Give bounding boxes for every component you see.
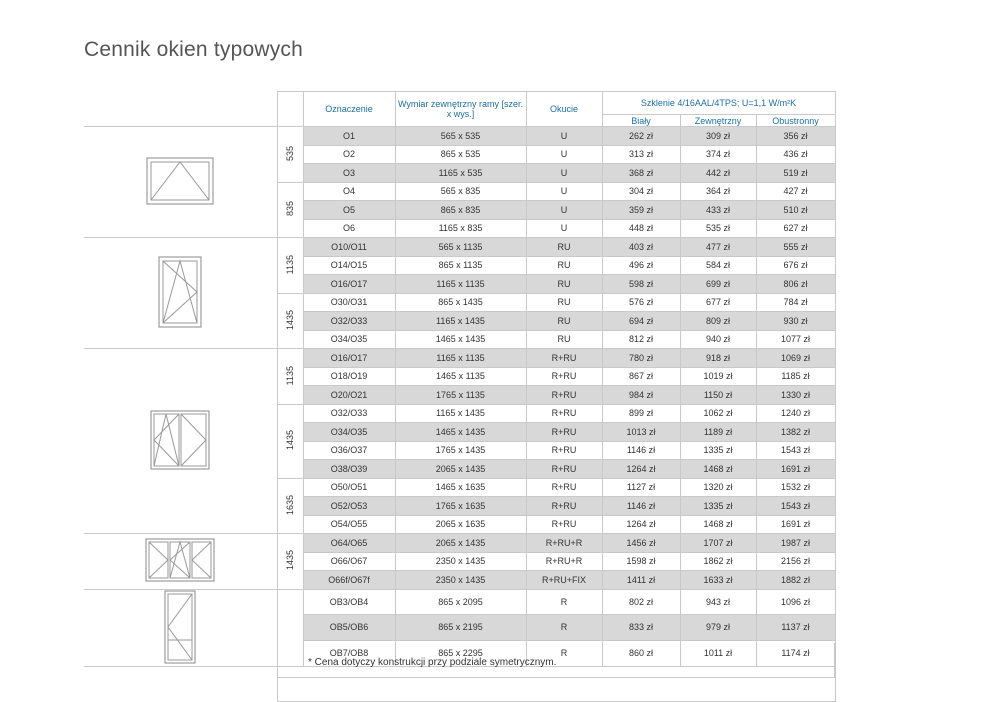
cell-obustronny: 519 zł [756,164,835,183]
cell-bialy: 403 zł [602,238,680,257]
height-group-label [277,293,303,349]
cell-zewnetrzny: 1019 zł [680,367,756,386]
cell-wymiar: 565 x 835 [395,182,526,201]
cell-wymiar: 1165 x 1135 [395,349,526,368]
cell-bialy: 1456 zł [602,534,680,553]
footnote: * Cena dotyczy konstrukcji przy podziale symetrycznym. [308,657,557,668]
cell-zewnetrzny: 809 zł [680,312,756,331]
cell-oznaczenie: O36/O37 [303,441,395,460]
cell-oznaczenie: O34/O35 [303,330,395,349]
cell-wymiar: 1165 x 1435 [395,312,526,331]
cell-oznaczenie: O52/O53 [303,497,395,516]
cell-bialy: 984 zł [602,386,680,405]
cell-oznaczenie: O2 [303,145,395,164]
cell-oznaczenie: O32/O33 [303,312,395,331]
cell-oznaczenie: O20/O21 [303,386,395,405]
cell-okucie: R+RU [526,478,602,497]
cell-obustronny: 436 zł [756,145,835,164]
header-blank [84,92,277,127]
cell-wymiar: 1465 x 1635 [395,478,526,497]
cell-zewnetrzny: 374 zł [680,145,756,164]
cell-bialy: 448 zł [602,219,680,238]
header-okucie: Okucie [526,92,602,127]
cell-zewnetrzny: 433 zł [680,201,756,220]
cell-bialy: 1264 zł [602,460,680,479]
cell-okucie: U [526,201,602,220]
cell-zewnetrzny: 1862 zł [680,552,756,571]
cell-okucie: R+RU+FIX [526,571,602,590]
cell-bialy: 1127 zł [602,478,680,497]
cell-wymiar: 565 x 1135 [395,238,526,257]
cell-bialy: 1411 zł [602,571,680,590]
cell-obustronny: 1987 zł [756,534,835,553]
cell-okucie: R+RU [526,386,602,405]
cell-okucie: R [526,589,602,615]
window-diagram-double [84,349,277,534]
cell-zewnetrzny: 1468 zł [680,515,756,534]
cell-obustronny: 1532 zł [756,478,835,497]
cell-wymiar: 1165 x 1135 [395,275,526,294]
cell-bialy: 262 zł [602,127,680,146]
height-group-text: 835 [285,201,295,217]
table-row [84,127,835,146]
height-group-label [277,478,303,534]
cell-wymiar: 1165 x 1435 [395,404,526,423]
cell-obustronny: 1137 zł [756,615,835,641]
header-oznaczenie: Oznaczenie [303,92,395,127]
cell-bialy: 576 zł [602,293,680,312]
cell-oznaczenie: O54/O55 [303,515,395,534]
cell-obustronny: 1185 zł [756,367,835,386]
cell-obustronny: 806 zł [756,275,835,294]
cell-oznaczenie: O38/O39 [303,460,395,479]
header-wymiar: Wymiar zewnętrzny ramy [szer. x wys.] [395,92,526,127]
cell-oznaczenie: O66/O67 [303,552,395,571]
cell-oznaczenie: O4 [303,182,395,201]
header-obustronny: Obustronny [756,115,835,127]
cell-oznaczenie: O18/O19 [303,367,395,386]
cell-bialy: 359 zł [602,201,680,220]
cell-bialy: 598 zł [602,275,680,294]
height-group-label [277,182,303,238]
page-title: Cennik okien typowych [84,38,303,61]
table-row [84,589,835,615]
cell-okucie: R+RU [526,497,602,516]
cell-obustronny: 1069 zł [756,349,835,368]
cell-obustronny: 1691 zł [756,460,835,479]
cell-obustronny: 1543 zł [756,497,835,516]
cell-okucie: RU [526,312,602,331]
cell-oznaczenie: O14/O15 [303,256,395,275]
cell-zewnetrzny: 309 zł [680,127,756,146]
cell-zewnetrzny: 1335 zł [680,441,756,460]
cell-obustronny: 1330 zł [756,386,835,405]
cell-bialy: 833 zł [602,615,680,641]
cell-okucie: RU [526,293,602,312]
cell-bialy: 802 zł [602,589,680,615]
height-group-label [277,127,303,183]
cell-obustronny: 1174 zł [756,640,835,666]
window-diagram-tilt [84,238,277,349]
cell-bialy: 1264 zł [602,515,680,534]
cell-oznaczenie: O64/O65 [303,534,395,553]
cell-wymiar: 2350 x 1435 [395,571,526,590]
cell-bialy: 1013 zł [602,423,680,442]
cell-oznaczenie: O34/O35 [303,423,395,442]
cell-zewnetrzny: 1335 zł [680,497,756,516]
cell-okucie: R+RU [526,349,602,368]
cell-bialy: 899 zł [602,404,680,423]
cell-obustronny: 1077 zł [756,330,835,349]
cell-wymiar: 865 x 1135 [395,256,526,275]
window-diagram-single [84,127,277,238]
cell-okucie: R+RU [526,367,602,386]
cell-wymiar: 2065 x 1435 [395,534,526,553]
cell-obustronny: 510 zł [756,201,835,220]
cell-wymiar: 565 x 535 [395,127,526,146]
cell-zewnetrzny: 535 zł [680,219,756,238]
cell-bialy: 313 zł [602,145,680,164]
cell-oznaczenie: O50/O51 [303,478,395,497]
height-group-label [277,349,303,405]
cell-okucie: RU [526,275,602,294]
cell-okucie: R [526,615,602,641]
cell-obustronny: 2156 zł [756,552,835,571]
cell-zewnetrzny: 1189 zł [680,423,756,442]
cell-oznaczenie: OB5/OB6 [303,615,395,641]
cell-oznaczenie: OB3/OB4 [303,589,395,615]
height-group-text: 1435 [285,550,295,571]
cell-wymiar: 2065 x 1435 [395,460,526,479]
cell-wymiar: 1165 x 835 [395,219,526,238]
cell-okucie: R+RU [526,515,602,534]
header-zewnetrzny: Zewnętrzny [680,115,756,127]
cell-zewnetrzny: 918 zł [680,349,756,368]
cell-zewnetrzny: 1633 zł [680,571,756,590]
cell-bialy: 1146 zł [602,497,680,516]
cell-wymiar: 1165 x 535 [395,164,526,183]
cell-wymiar: 865 x 1435 [395,293,526,312]
cell-wymiar: 865 x 2295 [395,640,526,666]
height-group-text: 535 [285,145,295,161]
cell-bialy: 368 zł [602,164,680,183]
cell-okucie: U [526,145,602,164]
cell-wymiar: 1765 x 1435 [395,441,526,460]
cell-zewnetrzny: 943 zł [680,589,756,615]
height-group-text: 1435 [285,429,295,451]
cell-oznaczenie: O16/O17 [303,275,395,294]
height-group-text: 1635 [285,494,295,515]
cell-obustronny: 676 zł [756,256,835,275]
price-table [84,91,835,679]
cell-bialy: 780 zł [602,349,680,368]
cell-obustronny: 1240 zł [756,404,835,423]
cell-zewnetrzny: 477 zł [680,238,756,257]
cell-zewnetrzny: 677 zł [680,293,756,312]
cell-okucie: RU [526,238,602,257]
cell-zewnetrzny: 1468 zł [680,460,756,479]
cell-wymiar: 865 x 535 [395,145,526,164]
cell-oznaczenie: O30/O31 [303,293,395,312]
height-group-label [277,238,303,294]
cell-zewnetrzny: 364 zł [680,182,756,201]
cell-okucie: R+RU [526,404,602,423]
cell-zewnetrzny: 442 zł [680,164,756,183]
cell-wymiar: 1765 x 1135 [395,386,526,405]
cell-obustronny: 930 zł [756,312,835,331]
cell-bialy: 304 zł [602,182,680,201]
cell-oznaczenie: O16/O17 [303,349,395,368]
cell-obustronny: 356 zł [756,127,835,146]
cell-wymiar: 1465 x 1435 [395,423,526,442]
cell-bialy: 694 zł [602,312,680,331]
cell-zewnetrzny: 699 zł [680,275,756,294]
cell-okucie: U [526,182,602,201]
cell-okucie: U [526,164,602,183]
cell-oznaczenie: O32/O33 [303,404,395,423]
height-group-label [277,404,303,478]
cell-zewnetrzny: 1062 zł [680,404,756,423]
cell-bialy: 1598 zł [602,552,680,571]
price-grid [84,91,836,702]
height-group-text: 1135 [285,254,295,274]
height-group-text: 1135 [285,365,295,385]
header-group-blank [277,92,303,127]
cell-obustronny: 1882 zł [756,571,835,590]
cell-oznaczenie: O5 [303,201,395,220]
cell-zewnetrzny: 1150 zł [680,386,756,405]
cell-wymiar: 1465 x 1135 [395,367,526,386]
cell-wymiar: 1765 x 1635 [395,497,526,516]
cell-oznaczenie: O1 [303,127,395,146]
table-row [84,349,835,368]
header-szklenie: Szklenie 4/16AAL/4TPS; U=1,1 W/m²K [602,92,835,115]
cell-zewnetrzny: 1011 zł [680,640,756,666]
cell-zewnetrzny: 1320 zł [680,478,756,497]
cell-bialy: 496 zł [602,256,680,275]
cell-okucie: U [526,127,602,146]
cell-zewnetrzny: 584 zł [680,256,756,275]
window-diagram-door [84,589,277,666]
cell-obustronny: 1543 zł [756,441,835,460]
table-row [84,238,835,257]
cell-oznaczenie: O6 [303,219,395,238]
cell-wymiar: 1465 x 1435 [395,330,526,349]
cell-obustronny: 627 zł [756,219,835,238]
cell-okucie: R [526,640,602,666]
cell-wymiar: 2350 x 1435 [395,552,526,571]
cell-obustronny: 1691 zł [756,515,835,534]
header-bialy: Biały [602,115,680,127]
window-diagram-triple [84,534,277,590]
height-group-text: 1435 [285,309,295,330]
cell-zewnetrzny: 1707 zł [680,534,756,553]
cell-bialy: 860 zł [602,640,680,666]
table-row [84,534,835,553]
cell-bialy: 812 zł [602,330,680,349]
cell-okucie: R+RU+R [526,534,602,553]
cell-obustronny: 1382 zł [756,423,835,442]
cell-bialy: 1146 zł [602,441,680,460]
cell-bialy: 867 zł [602,367,680,386]
cell-zewnetrzny: 979 zł [680,615,756,641]
cell-obustronny: 1096 zł [756,589,835,615]
cell-oznaczenie: O3 [303,164,395,183]
cell-obustronny: 784 zł [756,293,835,312]
cell-okucie: RU [526,330,602,349]
cell-oznaczenie: O10/O11 [303,238,395,257]
cell-wymiar: 865 x 835 [395,201,526,220]
footer-blank [84,666,277,702]
cell-okucie: U [526,219,602,238]
height-group-label [277,534,303,590]
cell-okucie: R+RU+R [526,552,602,571]
cell-okucie: R+RU [526,441,602,460]
cell-okucie: R+RU [526,423,602,442]
cell-oznaczenie: OB7/OB8 [303,640,395,666]
cell-wymiar: 2065 x 1635 [395,515,526,534]
cell-wymiar: 865 x 2195 [395,615,526,641]
cell-obustronny: 555 zł [756,238,835,257]
cell-okucie: RU [526,256,602,275]
cell-wymiar: 865 x 2095 [395,589,526,615]
cell-zewnetrzny: 940 zł [680,330,756,349]
cell-oznaczenie: O66f/O67f [303,571,395,590]
cell-obustronny: 427 zł [756,182,835,201]
cell-okucie: R+RU [526,460,602,479]
